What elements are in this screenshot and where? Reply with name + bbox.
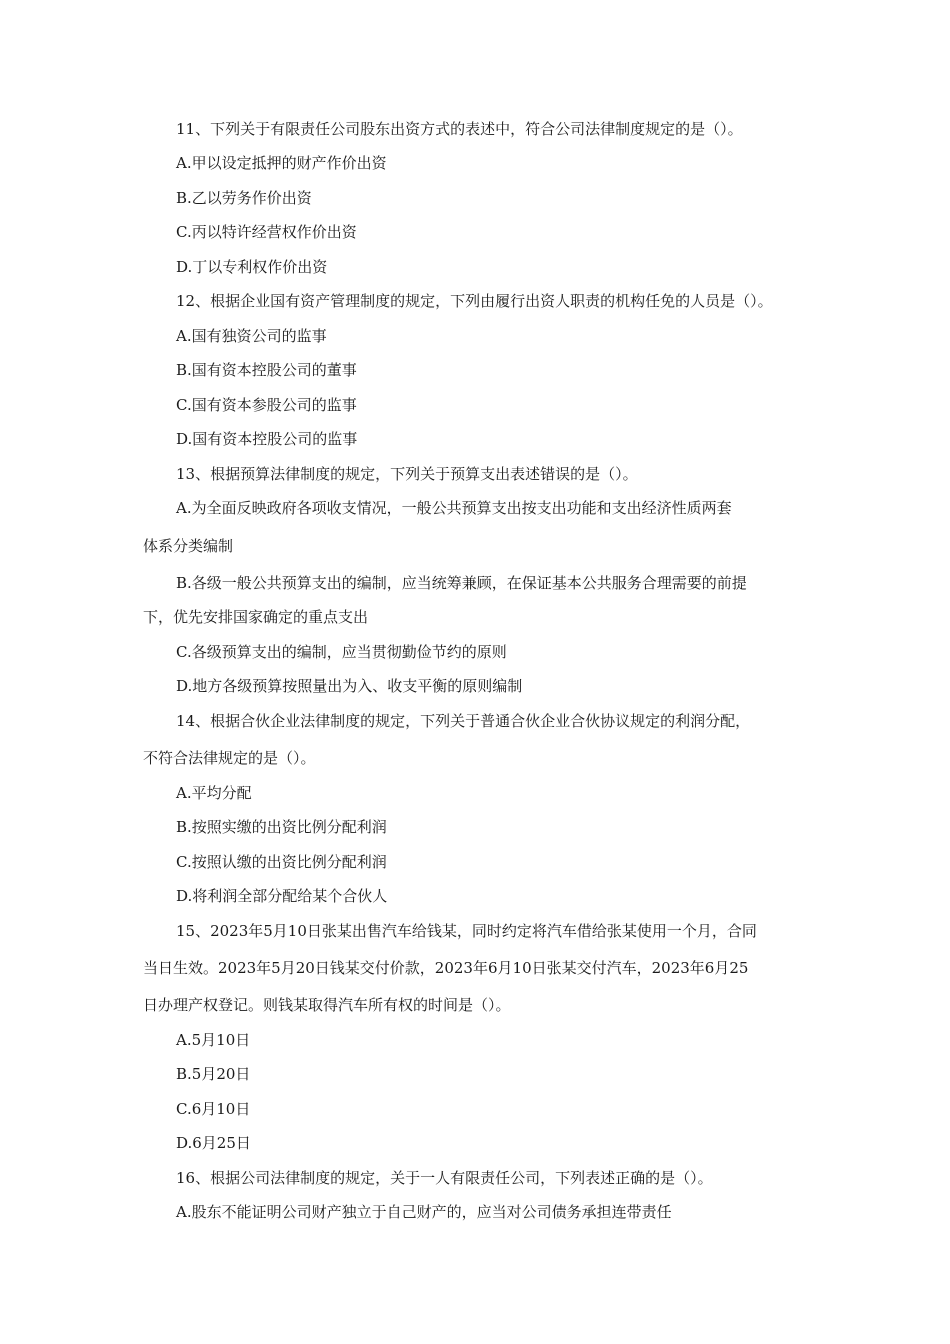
question-12-option-a: A.国有独资公司的监事: [176, 327, 327, 345]
question-14-stem: 14、根据合伙企业法律制度的规定，下列关于普通合伙企业合伙协议规定的利润分配，: [176, 712, 751, 730]
question-12-option-d: D.国有资本控股公司的监事: [176, 430, 358, 448]
question-12-option-c: C.国有资本参股公司的监事: [176, 396, 357, 414]
question-13-option-a-cont: 体系分类编制: [143, 537, 234, 555]
question-14-option-a: A.平均分配: [176, 784, 252, 802]
question-14-option-b: B.按照实缴的出资比例分配利润: [176, 818, 387, 836]
question-11-option-d: D.丁以专利权作价出资: [176, 258, 328, 276]
question-16-option-a: A.股东不能证明公司财产独立于自己财产的，应当对公司债务承担连带责任: [176, 1203, 672, 1221]
question-14-option-d: D.将利润全部分配给某个合伙人: [176, 887, 388, 905]
question-13-option-a: A.为全面反映政府各项收支情况，一般公共预算支出按支出功能和支出经济性质两套: [176, 499, 732, 517]
question-15-stem-cont-2: 日办理产权登记。则钱某取得汽车所有权的时间是（）。: [143, 996, 511, 1014]
question-13-option-c: C.各级预算支出的编制，应当贯彻勤俭节约的原则: [176, 643, 507, 661]
question-14-stem-cont: 不符合法律规定的是（）。: [143, 749, 316, 767]
question-11-option-b: B.乙以劳务作价出资: [176, 189, 312, 207]
question-12-stem: 12、根据企业国有资产管理制度的规定，下列由履行出资人职责的机构任免的人员是（）。: [176, 292, 773, 310]
question-15-option-b: B.5月20日: [176, 1065, 251, 1083]
question-13-option-b: B.各级一般公共预算支出的编制，应当统筹兼顾，在保证基本公共服务合理需要的前提: [176, 574, 747, 592]
question-11-stem: 11、下列关于有限责任公司股东出资方式的表述中，符合公司法律制度规定的是（）。: [176, 120, 743, 138]
question-15-option-a: A.5月10日: [176, 1031, 251, 1049]
question-13-stem: 13、根据预算法律制度的规定，下列关于预算支出表述错误的是（）。: [176, 465, 638, 483]
question-15-option-c: C.6月10日: [176, 1100, 251, 1118]
question-12-option-b: B.国有资本控股公司的董事: [176, 361, 357, 379]
question-15-stem-cont-1: 当日生效。2023年5月20日钱某交付价款，2023年6月10日张某交付汽车，2023年6月25: [143, 959, 749, 977]
question-14-option-c: C.按照认缴的出资比例分配利润: [176, 853, 387, 871]
question-11-option-c: C.丙以特许经营权作价出资: [176, 223, 357, 241]
question-16-stem: 16、根据公司法律制度的规定，关于一人有限责任公司，下列表述正确的是（）。: [176, 1169, 713, 1187]
question-13-option-b-cont: 下，优先安排国家确定的重点支出: [143, 608, 369, 626]
question-15-stem: 15、2023年5月10日张某出售汽车给钱某，同时约定将汽车借给张某使用一个月，合同: [176, 922, 757, 940]
question-13-option-d: D.地方各级预算按照量出为入、收支平衡的原则编制: [176, 677, 523, 695]
question-15-option-d: D.6月25日: [176, 1134, 251, 1152]
question-11-option-a: A.甲以设定抵押的财产作价出资: [176, 154, 387, 172]
